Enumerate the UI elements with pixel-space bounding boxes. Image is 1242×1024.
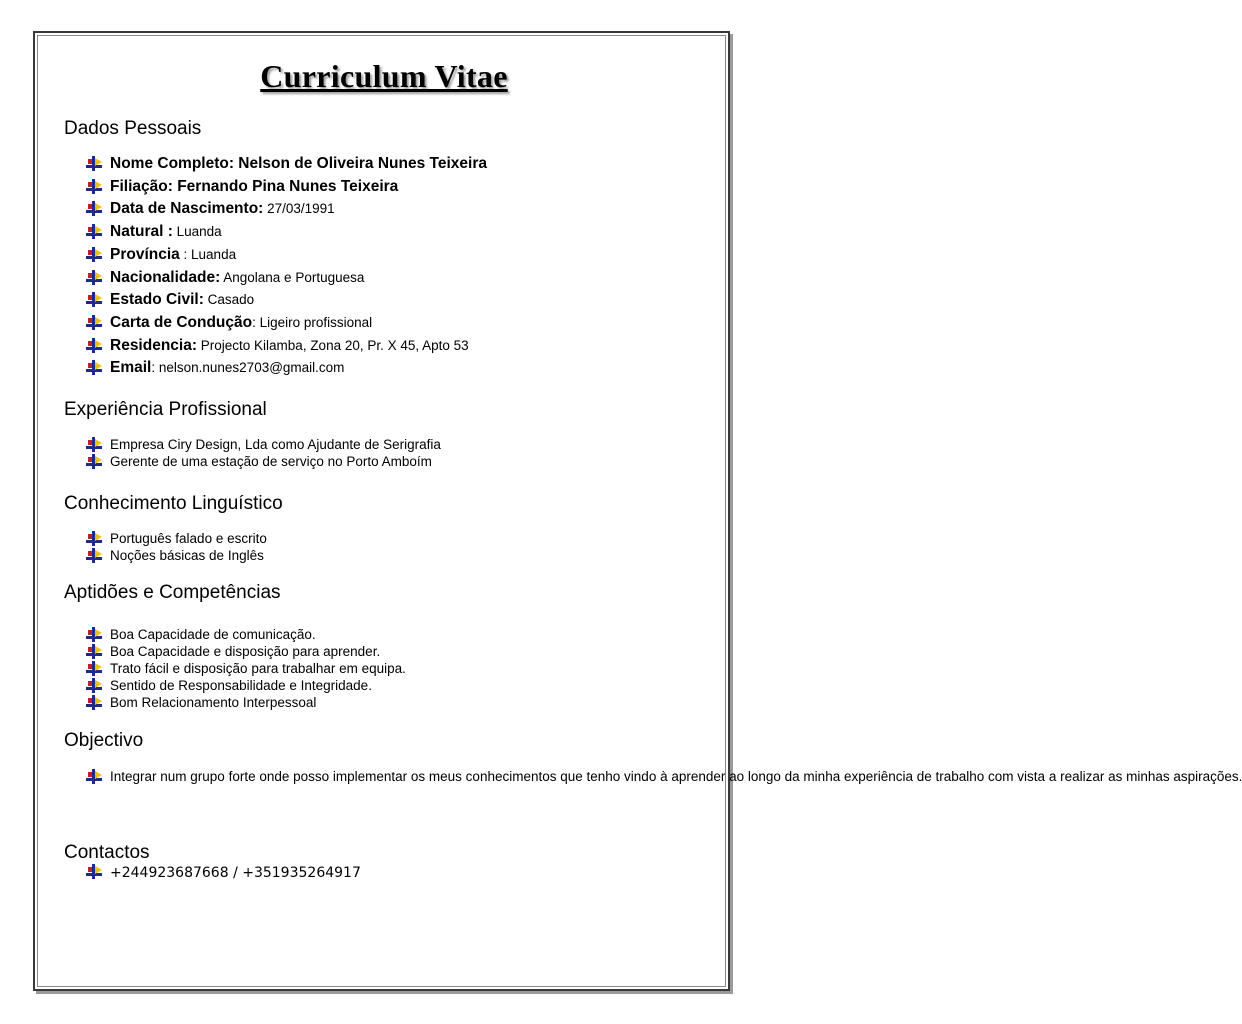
list-item: Nacionalidade: Angolana e Portuguesa xyxy=(86,267,487,290)
bullet-arrow-icon xyxy=(86,247,103,262)
list-item: Boa Capacidade e disposição para aprender. xyxy=(86,643,406,660)
list-contacts xyxy=(86,864,361,882)
bullet-arrow-icon xyxy=(86,315,103,330)
bullet-arrow-icon xyxy=(86,644,103,659)
bullet-arrow-icon xyxy=(86,627,103,642)
bullet-arrow-icon xyxy=(86,270,103,285)
document-title: Curriculum Vitae xyxy=(260,58,508,94)
list-objective xyxy=(86,768,1242,786)
heading-contacts: Contactos xyxy=(64,842,150,863)
list-item: Residencia: Projecto Kilamba, Zona 20, Pr. X 45, Apto 53 xyxy=(86,335,487,358)
bullet-arrow-icon xyxy=(86,695,103,710)
list-item: Email: nelson.nunes2703@gmail.com xyxy=(86,357,487,380)
list-languages xyxy=(86,530,267,564)
list-item: Data de Nascimento: 27/03/1991 xyxy=(86,198,487,221)
bullet-arrow-icon xyxy=(86,769,103,784)
bullet-arrow-icon xyxy=(86,360,103,375)
bullet-arrow-icon xyxy=(86,454,103,469)
heading-experience: Experiência Profissional xyxy=(64,399,267,420)
bullet-arrow-icon xyxy=(86,338,103,353)
list-item: Filiação: Fernando Pina Nunes Teixeira xyxy=(86,176,487,199)
list-item: Boa Capacidade de comunicação. xyxy=(86,626,406,643)
heading-objective: Objectivo xyxy=(64,730,144,751)
list-item: Província : Luanda xyxy=(86,244,487,267)
heading-languages: Conhecimento Linguístico xyxy=(64,493,283,514)
list-item: Integrar num grupo forte onde posso implementar os meus conhecimentos que tenho vindo à aprender ao longo da minha experiência de trabalho com vista a realizar as minhas aspirações. xyxy=(86,768,722,786)
list-item: Bom Relacionamento Interpessoal xyxy=(86,694,406,711)
bullet-arrow-icon xyxy=(86,224,103,239)
list-skills xyxy=(86,626,406,711)
list-item: Carta de Condução: Ligeiro profissional xyxy=(86,312,487,335)
bullet-arrow-icon xyxy=(86,864,103,879)
bullet-arrow-icon xyxy=(86,661,103,676)
list-item: Nome Completo: Nelson de Oliveira Nunes Teixeira xyxy=(86,153,487,176)
bullet-arrow-icon xyxy=(86,292,103,307)
list-item: Português falado e escrito xyxy=(86,530,267,547)
bullet-arrow-icon xyxy=(86,678,103,693)
bullet-arrow-icon xyxy=(86,201,103,216)
list-item: +244923687668 / +351935264917 xyxy=(86,864,361,882)
list-item: Estado Civil: Casado xyxy=(86,289,487,312)
bullet-arrow-icon xyxy=(86,548,103,563)
bullet-arrow-icon xyxy=(86,156,103,171)
heading-skills: Aptidões e Competências xyxy=(64,582,281,603)
list-item: Empresa Ciry Design, Lda como Ajudante de Serigrafia xyxy=(86,436,441,453)
bullet-arrow-icon xyxy=(86,179,103,194)
list-item: Trato fácil e disposição para trabalhar em equipa. xyxy=(86,660,406,677)
bullet-arrow-icon xyxy=(86,531,103,546)
list-item: Sentido de Responsabilidade e Integridade. xyxy=(86,677,406,694)
list-item: Noções básicas de Inglês xyxy=(86,547,267,564)
bullet-arrow-icon xyxy=(86,437,103,452)
list-experience xyxy=(86,436,441,470)
list-item: Gerente de uma estação de serviço no Porto Amboím xyxy=(86,453,441,470)
list-item: Natural : Luanda xyxy=(86,221,487,244)
list-personal xyxy=(86,153,487,380)
heading-personal: Dados Pessoais xyxy=(64,118,202,139)
